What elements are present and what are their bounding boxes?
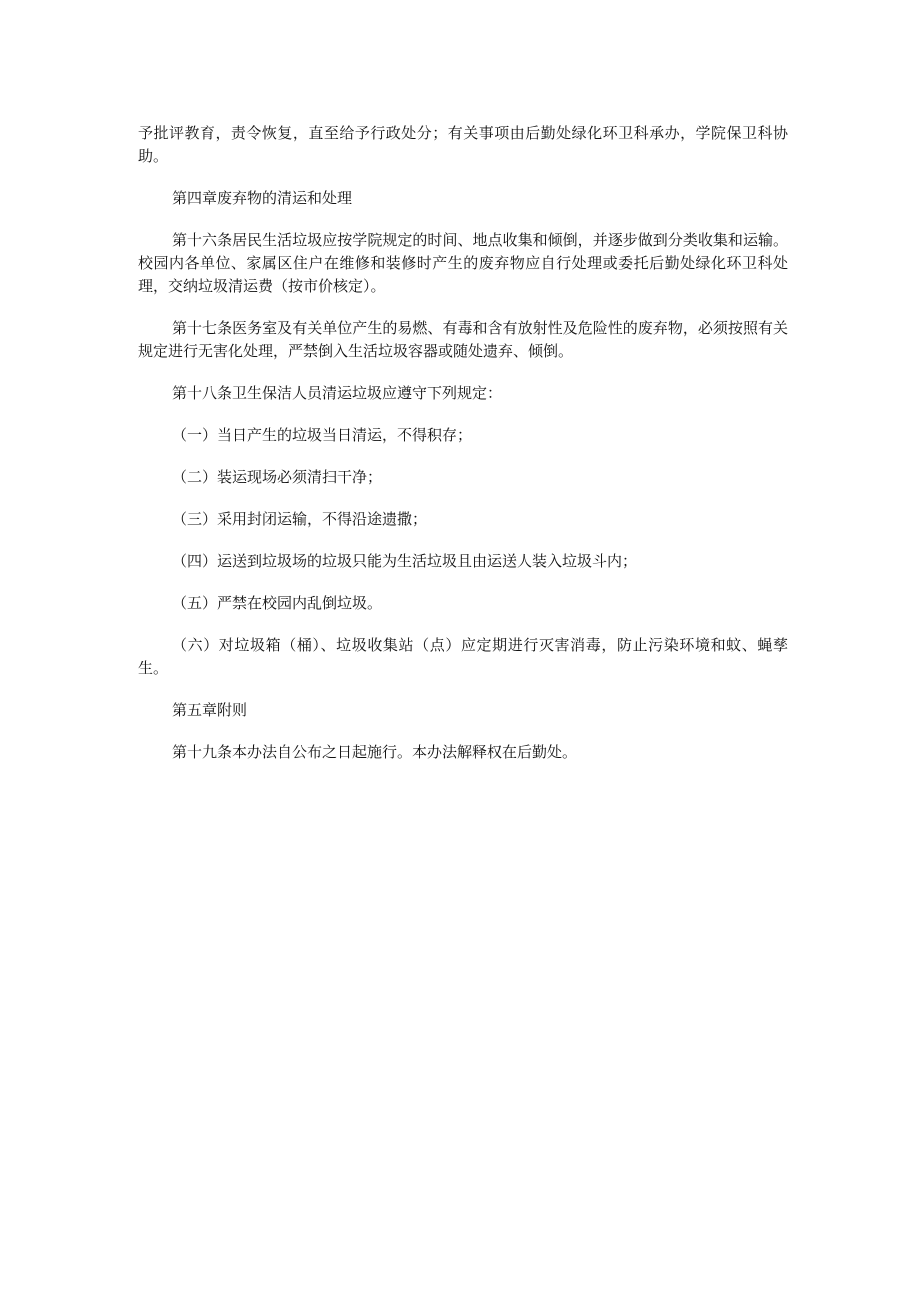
list-item-4: （四）运送到垃圾场的垃圾只能为生活垃圾且由运送人装入垃圾斗内； (172, 552, 638, 570)
list-item-5: （五）严禁在校园内乱倒垃圾。 (172, 594, 383, 612)
list-item-2: （二）装运现场必须清扫干净； (172, 468, 383, 486)
paragraph-continuation: 予批评教育，责令恢复，直至给予行政处分；有关事项由后勤处绿化环卫科承办，学院保卫科协助。 (138, 124, 788, 165)
chapter-4-heading: 第四章废弃物的清运和处理 (172, 189, 353, 207)
list-item-6: （六）对垃圾箱（桶）、垃圾收集站（点）应定期进行灭害消毒，防止污染环境和蚊、蝇孳生。 (138, 636, 788, 677)
list-item-1: （一）当日产生的垃圾当日清运，不得积存； (172, 426, 473, 444)
article-19: 第十九条本办法自公布之日起施行。本办法解释权在后勤处。 (172, 743, 578, 761)
article-16: 第十六条居民生活垃圾应按学院规定的时间、地点收集和倾倒，并逐步做到分类收集和运输。校园内各单位、家属区住户在维修和装修时产生的废弃物应自行处理或委托后勤处绿化环卫科处理，交纳垃圾清运费（按市价核定）。 (138, 231, 788, 295)
chapter-5-heading: 第五章附则 (172, 701, 248, 719)
document-page (138, 122, 788, 783)
article-17: 第十七条医务室及有关单位产生的易燃、有毒和含有放射性及危险性的废弃物，必须按照有关规定进行无害化处理，严禁倒入生活垃圾容器或随处遗弃、倾倒。 (138, 319, 788, 360)
list-item-3: （三）采用封闭运输，不得沿途遗撒； (172, 510, 428, 528)
article-18: 第十八条卫生保洁人员清运垃圾应遵守下列规定： (172, 384, 503, 402)
